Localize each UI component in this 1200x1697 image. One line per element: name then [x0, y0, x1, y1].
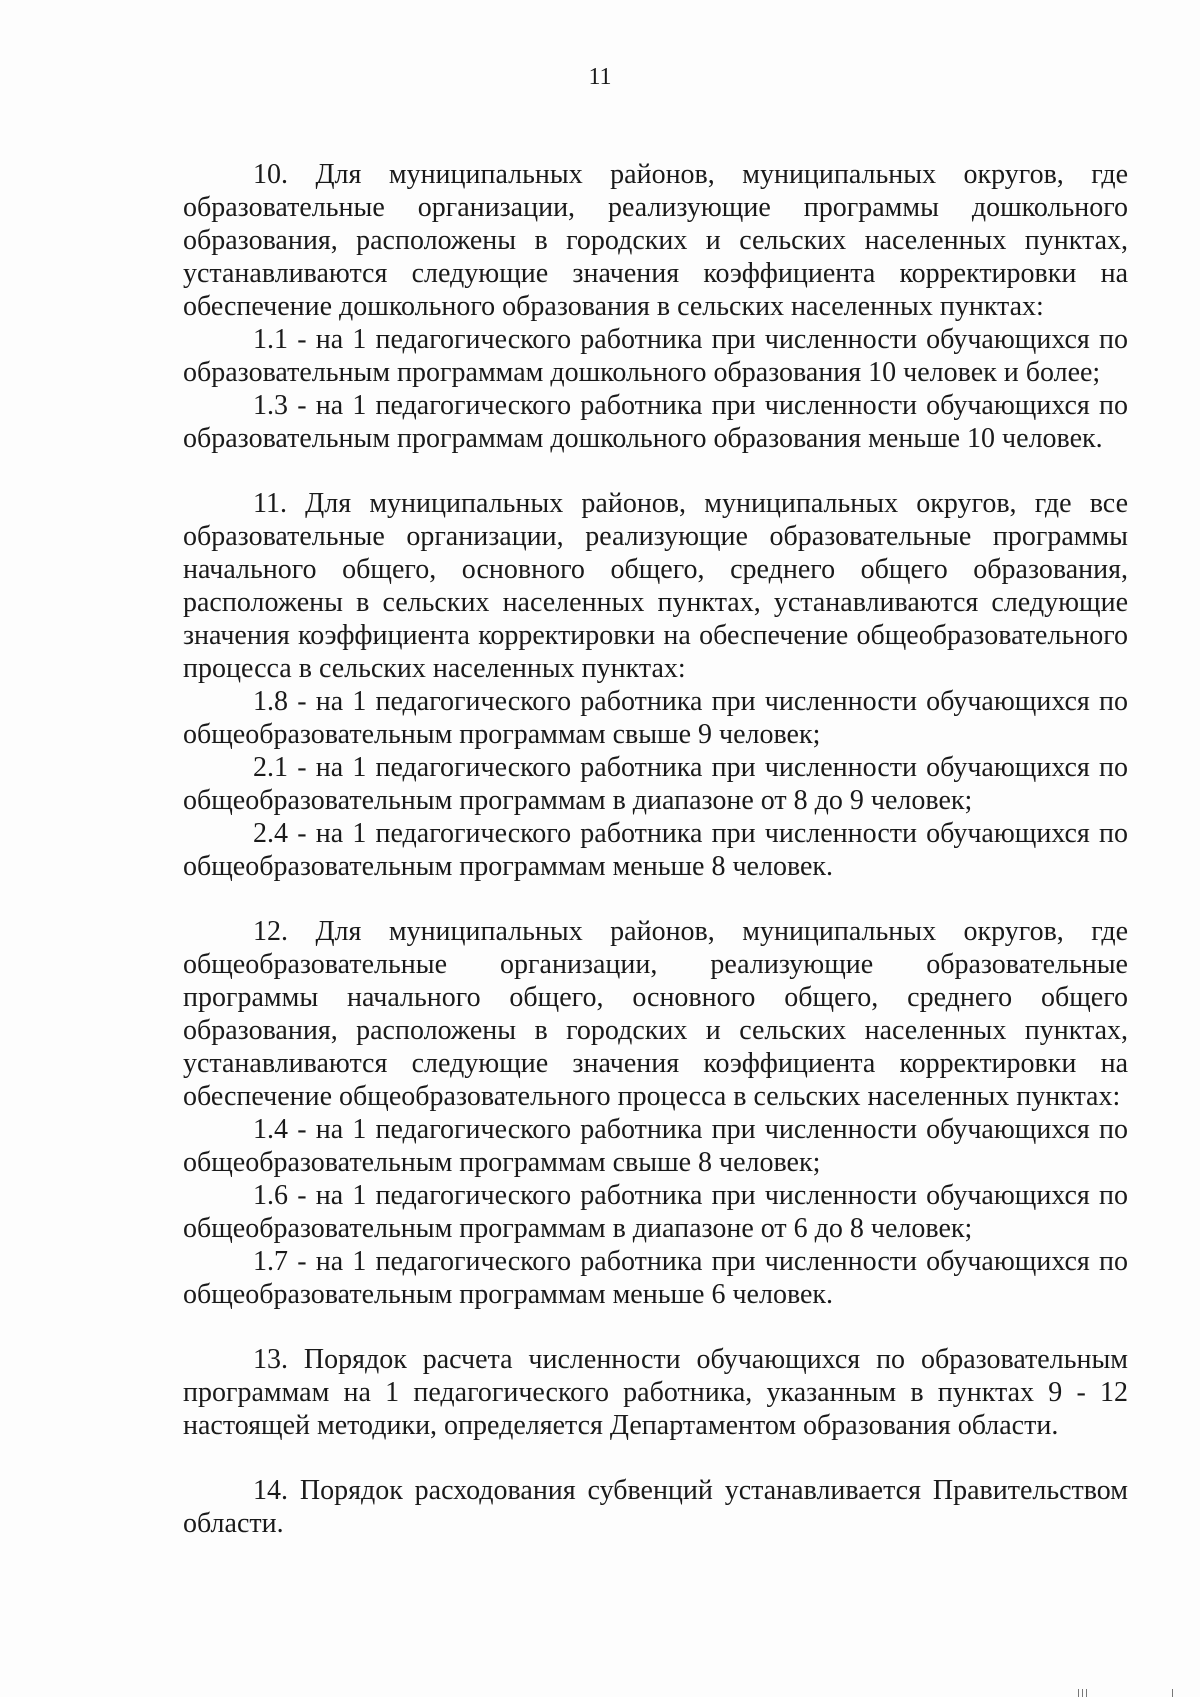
- scan-artifact: [1078, 1689, 1079, 1697]
- paragraph-11-coefficient-1: 1.8 - на 1 педагогического работника при численности обучающихся по общеобразовательным программам свыше 9 человек;: [183, 686, 1128, 750]
- paragraph-12: 12. Для муниципальных районов, муниципальных округов, где общеобразовательные организации, реализующие образовательные программы начального общего, основного общего, среднего общего образования, расположены в городских и сельских населенных пунктах, устанавливаются следующие значения коэффициента корректировки на обеспечение общеобразовательного процесса в сельских населенных пунктах:: [183, 916, 1128, 1112]
- scan-artifact: [1172, 1689, 1173, 1697]
- scan-artifact: [1086, 1689, 1087, 1697]
- paragraph-10: 10. Для муниципальных районов, муниципальных округов, где образовательные организации, реализующие программы дошкольного образования, расположены в городских и сельских населенных пунктах, устанавливаются следующие значения коэффициента корректировки на обеспечение дошкольного образования в сельских населенных пунктах:: [183, 159, 1128, 322]
- paragraph-11: 11. Для муниципальных районов, муниципальных округов, где все образовательные организации, реализующие образовательные программы начального общего, основного общего, среднего общего образования, расположены в сельских населенных пунктах, устанавливаются следующие значения коэффициента корректировки на обеспечение общеобразовательного процесса в сельских населенных пунктах:: [183, 488, 1128, 684]
- page-number: 11: [588, 64, 612, 90]
- paragraph-11-coefficient-3: 2.4 - на 1 педагогического работника при численности обучающихся по общеобразовательным программам меньше 8 человек.: [183, 818, 1128, 882]
- paragraph-10-coefficient-1: 1.1 - на 1 педагогического работника при численности обучающихся по образовательным программам дошкольного образования 10 человек и более;: [183, 324, 1128, 388]
- paragraph-13: 13. Порядок расчета численности обучающихся по образовательным программам на 1 педагогического работника, указанным в пунктах 9 - 12 настоящей методики, определяется Департаментом образования области.: [183, 1344, 1128, 1441]
- paragraph-10-coefficient-2: 1.3 - на 1 педагогического работника при численности обучающихся по образовательным программам дошкольного образования меньше 10 человек.: [183, 390, 1128, 454]
- paragraph-11-coefficient-2: 2.1 - на 1 педагогического работника при численности обучающихся по общеобразовательным программам в диапазоне от 8 до 9 человек;: [183, 752, 1128, 816]
- paragraph-14: 14. Порядок расходования субвенций устанавливается Правительством области.: [183, 1475, 1128, 1539]
- paragraph-12-coefficient-1: 1.4 - на 1 педагогического работника при численности обучающихся по общеобразовательным программам свыше 8 человек;: [183, 1114, 1128, 1178]
- paragraph-12-coefficient-2: 1.6 - на 1 педагогического работника при численности обучающихся по общеобразовательным программам в диапазоне от 6 до 8 человек;: [183, 1180, 1128, 1244]
- scan-artifact: [1082, 1689, 1083, 1697]
- document-body: [183, 158, 1128, 1540]
- paragraph-12-coefficient-3: 1.7 - на 1 педагогического работника при численности обучающихся по общеобразовательным программам меньше 6 человек.: [183, 1246, 1128, 1310]
